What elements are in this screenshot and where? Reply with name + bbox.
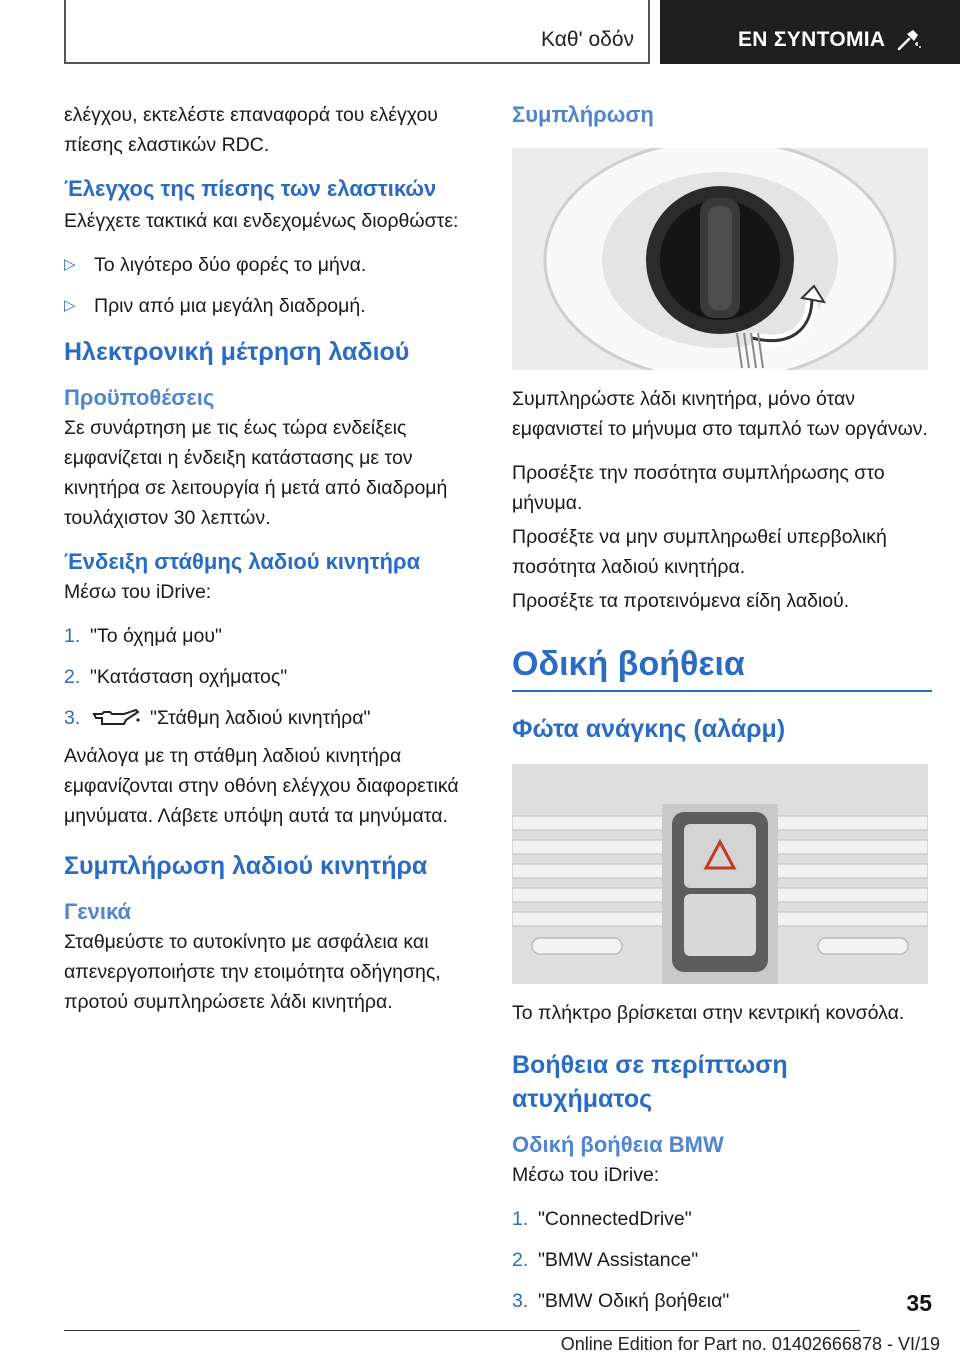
step-text: "Κατάσταση οχήματος" <box>90 666 288 688</box>
list-item <box>512 1286 932 1316</box>
accident-heading: Βοήθεια σε περίπτωση ατυχήματος <box>512 1051 788 1113</box>
step-number: 1. <box>512 1208 529 1230</box>
edition-text: Online Edition for Part no. 01402666878 - VI/19 <box>560 1334 940 1354</box>
topup-heading: Συμπλήρωση <box>512 102 654 127</box>
list-item-text: Το λιγότερο δύο φορές το μήνα. <box>94 254 367 276</box>
list-item <box>512 1245 932 1275</box>
bmw-assist-steps <box>512 1204 932 1316</box>
step-text: "ConnectedDrive" <box>538 1208 692 1230</box>
topup-text-2: Προσέξτε την ποσότητα συμπλήρωσης στο μήνυμα. <box>512 462 885 514</box>
list-item <box>64 662 484 692</box>
right-column <box>512 100 932 1330</box>
step-number: 1. <box>64 625 81 647</box>
oil-level-note: Ανάλογα με τη στάθμη λαδιού κινητήρα εμφανίζονται στην οθόνη ελέγχου διαφορετικά μηνύματα. Λάβετε υπόψη αυτά τα μηνύματα. <box>64 745 459 827</box>
header-quick-tab <box>660 0 960 64</box>
triangle-bullet-icon: ▷ <box>64 256 76 273</box>
topup-text-3: Προσέξτε να μην συμπληρωθεί υπερβολική ποσότητα λαδιού κινητήρα. <box>512 526 887 578</box>
topup-text-1: Συμπληρώστε λάδι κινητήρα, μόνο όταν εμφανιστεί το μήνυμα στο ταμπλό των οργάνων. <box>512 388 928 440</box>
electronic-oil-heading: Ηλεκτρονική μέτρηση λαδιού <box>64 338 410 366</box>
tire-check-heading: Έλεγχος της πίεσης των ελαστικών <box>64 176 437 201</box>
hammer-icon <box>896 28 922 54</box>
page-number: 35 <box>906 1290 932 1316</box>
left-column <box>64 100 484 1031</box>
list-item <box>64 703 484 733</box>
step-text: "Το όχημά μου" <box>90 625 222 647</box>
preconditions-heading: Προϋποθέσεις <box>64 385 215 410</box>
hazard-caption: Το πλήκτρο βρίσκεται στην κεντρική κονσόλα. <box>512 1002 905 1024</box>
step-number: 3. <box>64 707 81 729</box>
hazard-heading: Φώτα ανάγκης (αλάρμ) <box>512 715 786 743</box>
heading-divider <box>512 690 932 692</box>
oil-filler-cap-image <box>512 148 928 370</box>
tire-check-list <box>64 250 484 321</box>
intro-text: ελέγχου, εκτελέστε επαναφορά του ελέγχου πίεσης ελαστικών RDC. <box>64 104 438 156</box>
via-idrive-text: Μέσω του iDrive: <box>512 1164 660 1186</box>
oil-can-icon <box>92 708 142 728</box>
list-item <box>64 250 484 280</box>
hazard-button-image <box>512 764 928 984</box>
step-number: 2. <box>64 666 81 688</box>
list-item <box>512 1204 932 1234</box>
general-text: Σταθμεύστε το αυτοκίνητο με ασφάλεια και απενεργοποιήστε την ετοιμότητα οδήγησης, προτού συμπληρώσετε λάδι κινητήρα. <box>64 931 441 1013</box>
list-item <box>64 291 484 321</box>
step-number: 2. <box>512 1249 529 1271</box>
oil-level-heading: Ένδειξη στάθμης λαδιού κινητήρα <box>64 549 421 574</box>
list-item-text: Πριν από μια μεγάλη διαδρομή. <box>94 295 366 317</box>
general-heading: Γενικά <box>64 899 132 924</box>
section-title: Καθ' οδόν <box>541 28 634 51</box>
header-section-tab <box>64 0 650 64</box>
topup-text-4: Προσέξτε τα προτεινόμενα είδη λαδιού. <box>512 590 850 612</box>
step-text: "BMW Οδική βοήθεια" <box>538 1290 730 1312</box>
footer-divider <box>64 1330 860 1331</box>
roadside-heading: Οδική βοήθεια <box>512 645 745 683</box>
step-text: "Στάθμη λαδιού κινητήρα" <box>150 707 371 729</box>
list-item <box>64 621 484 651</box>
triangle-bullet-icon: ▷ <box>64 297 76 314</box>
quick-section-title: ΕΝ ΣΥΝΤΟΜΙΑ <box>738 28 886 51</box>
step-text: "BMW Assistance" <box>538 1249 699 1271</box>
oil-level-steps <box>64 621 484 733</box>
step-number: 3. <box>512 1290 529 1312</box>
topup-oil-heading: Συμπλήρωση λαδιού κινητήρα <box>64 852 428 880</box>
via-idrive-text: Μέσω του iDrive: <box>64 581 212 603</box>
preconditions-text: Σε συνάρτηση με τις έως τώρα ενδείξεις εμφανίζεται η ένδειξη κατάστασης με τον κινητήρα σε λειτουργία ή μετά από διαδρομή τουλάχιστον 30 λεπτών. <box>64 417 448 529</box>
bmw-assist-heading: Οδική βοήθεια BMW <box>512 1132 724 1157</box>
tire-check-text: Ελέγχετε τακτικά και ενδεχομένως διορθώστε: <box>64 210 459 232</box>
